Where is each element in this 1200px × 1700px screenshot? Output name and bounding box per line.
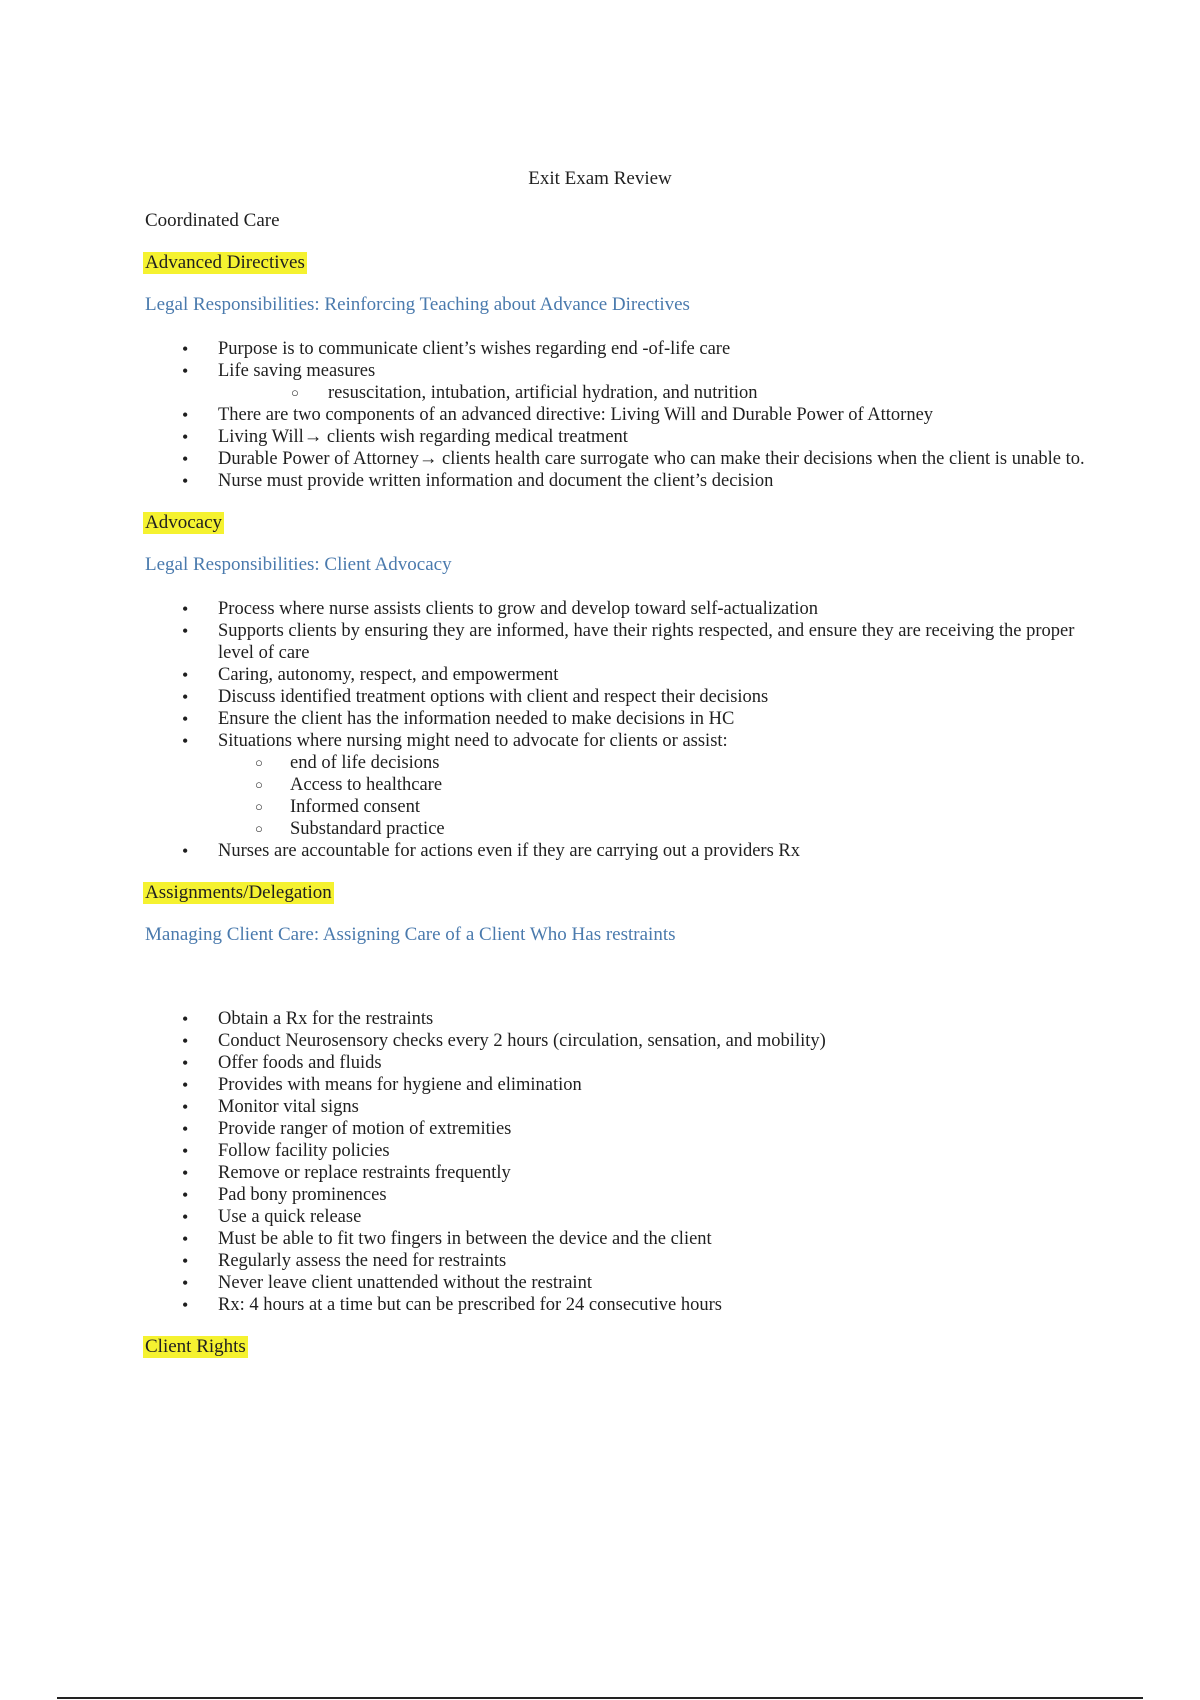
list-item: • Pad bony prominences (182, 1185, 387, 1205)
bullet-icon: • (182, 841, 189, 861)
nested-list (145, 382, 1095, 404)
list-item: • Living Will→ clients wish regarding medical treatment (182, 427, 628, 447)
section-heading-advanced-directives: Advanced Directives (145, 252, 305, 273)
document-title: Exit Exam Review (528, 168, 672, 189)
nested-list-item: ○ Substandard practice (255, 819, 445, 839)
bullet-icon: • (182, 1053, 189, 1073)
bullet-icon: • (182, 405, 189, 425)
list-item: • Remove or replace restraints frequently (182, 1163, 511, 1183)
bullet-icon: • (182, 621, 189, 641)
document-subject: Coordinated Care (145, 210, 280, 231)
bullet-icon: • (182, 1295, 189, 1315)
circle-bullet-icon: ○ (255, 755, 263, 770)
list-item: • Use a quick release (182, 1207, 362, 1227)
section-heading-advocacy: Advocacy (145, 512, 223, 533)
nested-list (145, 752, 1095, 840)
list-item: • Situations where nursing might need to advocate for clients or assist: ○ end of life decisions ○ Access to healthcare ○ Informed consent ○ Substandard practice (145, 730, 1095, 840)
bullet-icon: • (182, 731, 189, 751)
list-item: • There are two components of an advanced directive: Living Will and Durable Power of Attorney (182, 405, 934, 425)
bullet-icon: • (182, 1229, 189, 1249)
bullet-list-advocacy (145, 598, 1095, 862)
list-item: • Purpose is to communicate client’s wishes regarding end -of-life care (182, 339, 731, 359)
nested-list-item: ○ end of life decisions (255, 753, 440, 773)
list-item: • Provides with means for hygiene and elimination (182, 1075, 582, 1095)
circle-bullet-icon: ○ (255, 821, 263, 836)
nested-list-item: ○ Informed consent (255, 797, 420, 817)
section-heading-client-rights: Client Rights (145, 1336, 246, 1357)
list-item: • Supports clients by ensuring they are informed, have their rights respected, and ensure they are receiving the proper level of care (182, 621, 1075, 663)
document-body (145, 168, 1095, 1378)
list-item: • Nurses are accountable for actions even if they are carrying out a providers Rx (182, 841, 801, 861)
bullet-list-advanced-directives (145, 338, 1095, 492)
list-item: • Caring, autonomy, respect, and empowerment (182, 665, 559, 685)
bullet-icon: • (182, 1031, 189, 1051)
list-item: • Regularly assess the need for restraints (182, 1251, 507, 1271)
section-subheading: Managing Client Care: Assigning Care of a Client Who Has restraints (145, 924, 676, 945)
bullet-icon: • (182, 361, 189, 381)
bullet-icon: • (182, 599, 189, 619)
bullet-icon: • (182, 1163, 189, 1183)
list-item: • Process where nurse assists clients to grow and develop toward self-actualization (182, 599, 819, 619)
nested-list-item: ○ Access to healthcare (255, 775, 443, 795)
circle-bullet-icon: ○ (255, 799, 263, 814)
bullet-icon: • (182, 339, 189, 359)
list-item: • Ensure the client has the information needed to make decisions in HC (182, 709, 735, 729)
list-item: • Follow facility policies (182, 1141, 390, 1161)
circle-bullet-icon: ○ (255, 777, 263, 792)
list-item: • Life saving measures ○ resuscitation, intubation, artificial hydration, and nutrition (145, 360, 1095, 404)
bullet-icon: • (182, 709, 189, 729)
list-item: • Must be able to fit two fingers in between the device and the client (182, 1229, 712, 1249)
bullet-icon: • (182, 687, 189, 707)
bullet-icon: • (182, 1119, 189, 1139)
bullet-icon: • (182, 427, 189, 447)
bullet-icon: • (182, 449, 189, 469)
bullet-icon: • (182, 1097, 189, 1117)
bullet-icon: • (182, 1009, 189, 1029)
page-footer-divider (57, 1697, 1143, 1699)
list-item: • Durable Power of Attorney→ clients health care surrogate who can make their decisions when the client is unable to. (182, 449, 1085, 469)
bullet-icon: • (182, 1207, 189, 1227)
list-item: • Monitor vital signs (182, 1097, 359, 1117)
list-item: • Discuss identified treatment options with client and respect their decisions (182, 687, 769, 707)
section-subheading: Legal Responsibilities: Reinforcing Teaching about Advance Directives (145, 294, 690, 315)
bullet-icon: • (182, 1185, 189, 1205)
list-item: • Obtain a Rx for the restraints (182, 1009, 434, 1029)
list-item: • Rx: 4 hours at a time but can be prescribed for 24 consecutive hours (182, 1295, 722, 1315)
list-item: • Conduct Neurosensory checks every 2 hours (circulation, sensation, and mobility) (182, 1031, 826, 1051)
bullet-icon: • (182, 471, 189, 491)
bullet-icon: • (182, 1141, 189, 1161)
list-item: • Provide ranger of motion of extremities (182, 1119, 512, 1139)
bullet-list-restraints (145, 1008, 1095, 1316)
section-heading-assignments-delegation: Assignments/Delegation (145, 882, 332, 903)
list-item: • Offer foods and fluids (182, 1053, 382, 1073)
nested-list-item: ○ resuscitation, intubation, artificial hydration, and nutrition (291, 383, 758, 403)
bullet-icon: • (182, 1251, 189, 1271)
circle-bullet-icon: ○ (291, 385, 299, 400)
section-subheading: Legal Responsibilities: Client Advocacy (145, 554, 452, 575)
list-item: • Nurse must provide written information and document the client’s decision (182, 471, 774, 491)
bullet-icon: • (182, 1075, 189, 1095)
bullet-icon: • (182, 1273, 189, 1293)
bullet-icon: • (182, 665, 189, 685)
list-item: • Never leave client unattended without the restraint (182, 1273, 592, 1293)
